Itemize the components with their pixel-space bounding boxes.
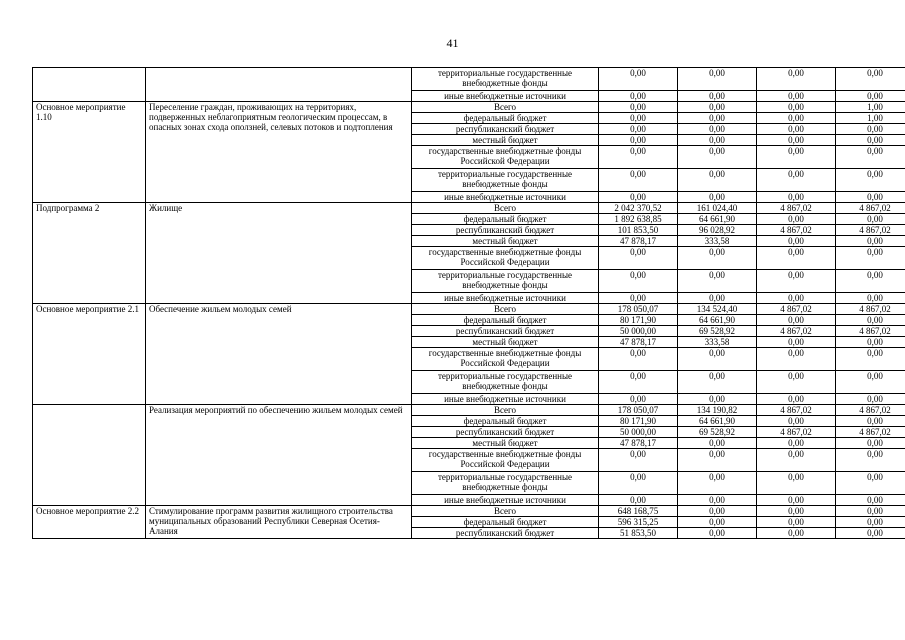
- amount-cell: 64 661,90: [678, 315, 757, 326]
- amount-cell: 0,00: [836, 192, 905, 203]
- funding-source-cell: территориальные государственные внебюджетные фонды: [412, 270, 599, 293]
- amount-cell: 0,00: [599, 102, 678, 113]
- amount-cell: 1,00: [836, 102, 905, 113]
- amount-cell: 4 867,02: [757, 427, 836, 438]
- amount-cell: 0,00: [757, 135, 836, 146]
- amount-cell: 69 528,92: [678, 427, 757, 438]
- amount-cell: 0,00: [678, 371, 757, 394]
- amount-cell: 4 867,02: [757, 225, 836, 236]
- funding-source-cell: государственные внебюджетные фонды Российской Федерации: [412, 146, 599, 169]
- amount-cell: 0,00: [678, 495, 757, 506]
- table-row: [33, 203, 905, 214]
- amount-cell: 4 867,02: [836, 427, 905, 438]
- amount-cell: 648 168,75: [599, 506, 678, 517]
- funding-source-cell: федеральный бюджет: [412, 416, 599, 427]
- amount-cell: 0,00: [678, 91, 757, 102]
- amount-cell: 0,00: [836, 348, 905, 371]
- funding-source-cell: федеральный бюджет: [412, 214, 599, 225]
- amount-cell: 0,00: [757, 506, 836, 517]
- amount-cell: 0,00: [678, 124, 757, 135]
- amount-cell: 0,00: [836, 214, 905, 225]
- funding-source-cell: Всего: [412, 506, 599, 517]
- page-number: 41: [446, 36, 459, 50]
- funding-source-cell: местный бюджет: [412, 337, 599, 348]
- amount-cell: 0,00: [599, 348, 678, 371]
- amount-cell: 4 867,02: [836, 405, 905, 416]
- amount-cell: 0,00: [678, 68, 757, 91]
- amount-cell: 0,00: [836, 169, 905, 192]
- amount-cell: 0,00: [678, 169, 757, 192]
- table-row: [33, 68, 905, 91]
- amount-cell: 0,00: [836, 495, 905, 506]
- measure-code-cell: Основное мероприятие 2.2: [33, 506, 146, 539]
- table-row: [33, 405, 905, 416]
- amount-cell: 0,00: [757, 169, 836, 192]
- amount-cell: 0,00: [757, 449, 836, 472]
- measure-name-cell: [146, 68, 412, 102]
- funding-source-cell: республиканский бюджет: [412, 124, 599, 135]
- amount-cell: 0,00: [678, 113, 757, 124]
- table-row: [33, 102, 905, 113]
- amount-cell: 80 171,90: [599, 315, 678, 326]
- amount-cell: 4 867,02: [757, 304, 836, 315]
- amount-cell: 0,00: [678, 293, 757, 304]
- funding-source-cell: государственные внебюджетные фонды Российской Федерации: [412, 247, 599, 270]
- amount-cell: 4 867,02: [757, 203, 836, 214]
- amount-cell: 0,00: [678, 192, 757, 203]
- amount-cell: 0,00: [757, 124, 836, 135]
- funding-source-cell: республиканский бюджет: [412, 427, 599, 438]
- amount-cell: 134 524,40: [678, 304, 757, 315]
- amount-cell: 4 867,02: [757, 405, 836, 416]
- amount-cell: 0,00: [836, 91, 905, 102]
- amount-cell: 0,00: [599, 247, 678, 270]
- funding-source-cell: республиканский бюджет: [412, 528, 599, 539]
- amount-cell: 0,00: [678, 472, 757, 495]
- amount-cell: 178 050,07: [599, 405, 678, 416]
- amount-cell: 0,00: [599, 270, 678, 293]
- measure-name-cell: Стимулирование программ развития жилищного строительства муниципальных образований Республики Северная Осетия-Алания: [146, 506, 412, 539]
- amount-cell: 0,00: [599, 495, 678, 506]
- funding-source-cell: местный бюджет: [412, 236, 599, 247]
- amount-cell: 101 853,50: [599, 225, 678, 236]
- amount-cell: 0,00: [836, 146, 905, 169]
- amount-cell: 0,00: [599, 394, 678, 405]
- measure-code-cell: Подпрограмма 2: [33, 203, 146, 304]
- amount-cell: 0,00: [757, 371, 836, 394]
- amount-cell: 47 878,17: [599, 337, 678, 348]
- amount-cell: 134 190,82: [678, 405, 757, 416]
- amount-cell: 0,00: [757, 495, 836, 506]
- amount-cell: 0,00: [757, 68, 836, 91]
- amount-cell: 0,00: [599, 113, 678, 124]
- amount-cell: 0,00: [599, 293, 678, 304]
- amount-cell: 0,00: [678, 506, 757, 517]
- funding-source-cell: Всего: [412, 102, 599, 113]
- measure-name-cell: Переселение граждан, проживающих на территориях, подверженных неблагоприятным геологическим процессам, в опасных зонах схода оползней, селевых потоков и подтопления: [146, 102, 412, 203]
- amount-cell: 333,58: [678, 236, 757, 247]
- amount-cell: 0,00: [836, 247, 905, 270]
- amount-cell: 0,00: [757, 102, 836, 113]
- funding-source-cell: иные внебюджетные источники: [412, 192, 599, 203]
- amount-cell: 0,00: [836, 394, 905, 405]
- amount-cell: 0,00: [836, 293, 905, 304]
- amount-cell: 0,00: [836, 449, 905, 472]
- funding-source-cell: государственные внебюджетные фонды Российской Федерации: [412, 348, 599, 371]
- amount-cell: 0,00: [678, 270, 757, 293]
- measure-code-cell: Основное мероприятие 1.10: [33, 102, 146, 203]
- amount-cell: 64 661,90: [678, 214, 757, 225]
- amount-cell: 0,00: [757, 517, 836, 528]
- amount-cell: 0,00: [757, 270, 836, 293]
- measure-name-cell: Обеспечение жильем молодых семей: [146, 304, 412, 405]
- amount-cell: 0,00: [836, 236, 905, 247]
- amount-cell: 50 000,00: [599, 326, 678, 337]
- amount-cell: 4 867,02: [836, 304, 905, 315]
- funding-source-cell: территориальные государственные внебюджетные фонды: [412, 68, 599, 91]
- funding-source-cell: федеральный бюджет: [412, 113, 599, 124]
- amount-cell: 0,00: [836, 438, 905, 449]
- amount-cell: 0,00: [599, 135, 678, 146]
- amount-cell: 4 867,02: [757, 326, 836, 337]
- amount-cell: 0,00: [599, 169, 678, 192]
- amount-cell: 0,00: [836, 472, 905, 495]
- amount-cell: 0,00: [599, 371, 678, 394]
- amount-cell: 0,00: [757, 236, 836, 247]
- amount-cell: 0,00: [757, 438, 836, 449]
- amount-cell: 51 853,50: [599, 528, 678, 539]
- funding-source-cell: Всего: [412, 405, 599, 416]
- measure-code-cell: [33, 68, 146, 102]
- amount-cell: 0,00: [757, 192, 836, 203]
- amount-cell: 178 050,07: [599, 304, 678, 315]
- amount-cell: 0,00: [757, 337, 836, 348]
- amount-cell: 0,00: [836, 371, 905, 394]
- funding-source-cell: территориальные государственные внебюджетные фонды: [412, 472, 599, 495]
- amount-cell: 0,00: [757, 91, 836, 102]
- amount-cell: 0,00: [678, 394, 757, 405]
- measure-code-cell: [33, 405, 146, 506]
- amount-cell: 0,00: [678, 438, 757, 449]
- amount-cell: 0,00: [678, 247, 757, 270]
- amount-cell: 0,00: [678, 528, 757, 539]
- amount-cell: 0,00: [836, 135, 905, 146]
- amount-cell: 0,00: [757, 416, 836, 427]
- amount-cell: 161 024,40: [678, 203, 757, 214]
- budget-table: [32, 67, 905, 539]
- amount-cell: 0,00: [599, 68, 678, 91]
- amount-cell: 0,00: [599, 124, 678, 135]
- funding-source-cell: республиканский бюджет: [412, 326, 599, 337]
- amount-cell: 0,00: [836, 68, 905, 91]
- amount-cell: 0,00: [599, 146, 678, 169]
- amount-cell: 0,00: [836, 315, 905, 326]
- amount-cell: 4 867,02: [836, 203, 905, 214]
- amount-cell: 0,00: [757, 315, 836, 326]
- amount-cell: 0,00: [757, 247, 836, 270]
- amount-cell: 80 171,90: [599, 416, 678, 427]
- amount-cell: 0,00: [678, 135, 757, 146]
- amount-cell: 0,00: [599, 91, 678, 102]
- amount-cell: 0,00: [836, 124, 905, 135]
- amount-cell: 47 878,17: [599, 236, 678, 247]
- measure-name-cell: Жилище: [146, 203, 412, 304]
- amount-cell: 596 315,25: [599, 517, 678, 528]
- measure-code-cell: Основное мероприятие 2.1: [33, 304, 146, 405]
- funding-source-cell: иные внебюджетные источники: [412, 91, 599, 102]
- amount-cell: 0,00: [678, 517, 757, 528]
- amount-cell: 0,00: [757, 472, 836, 495]
- measure-name-cell: Реализация мероприятий по обеспечению жильем молодых семей: [146, 405, 412, 506]
- amount-cell: 0,00: [757, 293, 836, 304]
- funding-source-cell: Всего: [412, 304, 599, 315]
- funding-source-cell: территориальные государственные внебюджетные фонды: [412, 169, 599, 192]
- funding-source-cell: федеральный бюджет: [412, 517, 599, 528]
- amount-cell: 0,00: [599, 192, 678, 203]
- table-row: [33, 304, 905, 315]
- amount-cell: 1,00: [836, 113, 905, 124]
- amount-cell: 0,00: [836, 270, 905, 293]
- amount-cell: 0,00: [599, 449, 678, 472]
- amount-cell: 4 867,02: [836, 225, 905, 236]
- amount-cell: 0,00: [757, 528, 836, 539]
- amount-cell: 0,00: [836, 517, 905, 528]
- amount-cell: 0,00: [836, 506, 905, 517]
- amount-cell: 0,00: [836, 528, 905, 539]
- funding-source-cell: местный бюджет: [412, 438, 599, 449]
- amount-cell: 50 000,00: [599, 427, 678, 438]
- amount-cell: 0,00: [678, 102, 757, 113]
- amount-cell: 0,00: [599, 472, 678, 495]
- funding-source-cell: иные внебюджетные источники: [412, 293, 599, 304]
- amount-cell: 0,00: [836, 337, 905, 348]
- amount-cell: 47 878,17: [599, 438, 678, 449]
- amount-cell: 0,00: [757, 394, 836, 405]
- amount-cell: 0,00: [678, 348, 757, 371]
- funding-source-cell: государственные внебюджетные фонды Российской Федерации: [412, 449, 599, 472]
- funding-source-cell: иные внебюджетные источники: [412, 495, 599, 506]
- funding-source-cell: республиканский бюджет: [412, 225, 599, 236]
- amount-cell: 96 028,92: [678, 225, 757, 236]
- amount-cell: 69 528,92: [678, 326, 757, 337]
- table-row: [33, 506, 905, 517]
- amount-cell: 0,00: [836, 416, 905, 427]
- amount-cell: 4 867,02: [836, 326, 905, 337]
- amount-cell: 0,00: [757, 214, 836, 225]
- amount-cell: 333,58: [678, 337, 757, 348]
- funding-source-cell: местный бюджет: [412, 135, 599, 146]
- funding-source-cell: федеральный бюджет: [412, 315, 599, 326]
- amount-cell: 0,00: [678, 449, 757, 472]
- funding-source-cell: территориальные государственные внебюджетные фонды: [412, 371, 599, 394]
- amount-cell: 0,00: [757, 348, 836, 371]
- amount-cell: 1 892 638,85: [599, 214, 678, 225]
- amount-cell: 2 042 370,52: [599, 203, 678, 214]
- funding-source-cell: иные внебюджетные источники: [412, 394, 599, 405]
- amount-cell: 0,00: [678, 146, 757, 169]
- funding-source-cell: Всего: [412, 203, 599, 214]
- amount-cell: 64 661,90: [678, 416, 757, 427]
- amount-cell: 0,00: [757, 146, 836, 169]
- amount-cell: 0,00: [757, 113, 836, 124]
